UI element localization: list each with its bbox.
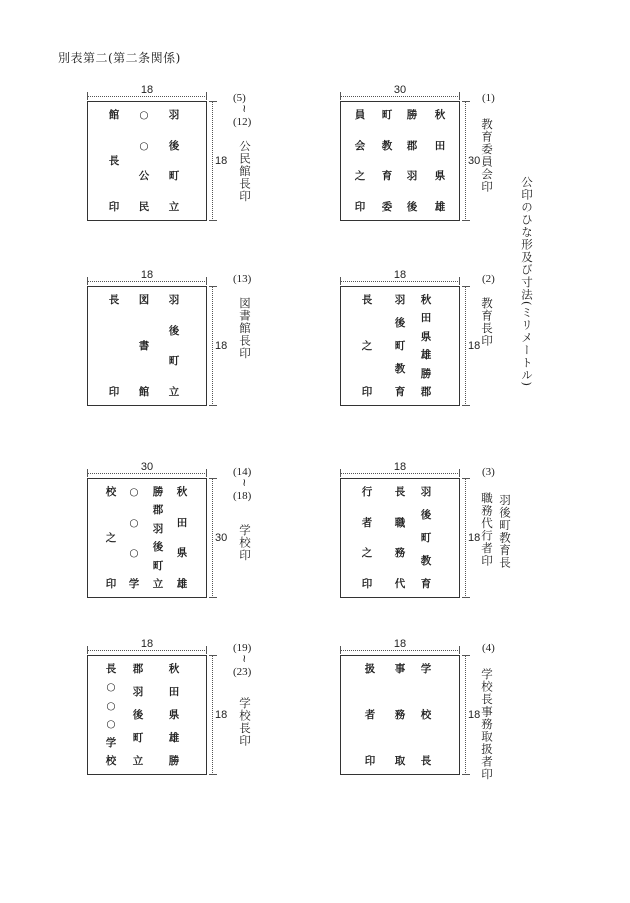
stamp-column — [164, 663, 184, 767]
stamp-character: 育 — [420, 578, 432, 590]
stamp-column — [350, 109, 370, 213]
stamp-character: 郡 — [420, 386, 432, 398]
stamp-character: 館 — [108, 109, 120, 121]
stamp-character: 羽 — [406, 170, 418, 183]
stamp-column — [416, 663, 436, 767]
stamp-character: 印 — [105, 578, 117, 590]
stamp-character: 印 — [354, 201, 366, 213]
stamp-number-end: (18) — [233, 490, 252, 502]
stamp-character: 印 — [361, 386, 373, 398]
stamp-character: 秋 — [420, 294, 432, 306]
stamp-character: 勝 — [152, 486, 164, 498]
stamp-character: 羽 — [394, 294, 406, 306]
stamp-name: 学校印 — [238, 524, 252, 562]
stamp-character: 事 — [394, 663, 406, 675]
stamp-character: 田 — [434, 139, 446, 152]
height-dimension — [465, 655, 481, 775]
stamp-column — [104, 294, 124, 398]
stamp-character: 立 — [152, 578, 164, 590]
stamp-column — [360, 663, 380, 767]
width-dimension — [87, 638, 207, 651]
stamp-character: 図 — [138, 294, 150, 306]
stamp-character: 後 — [420, 509, 432, 521]
stamp-number: (5) — [233, 92, 246, 104]
stamp-character: 之 — [361, 340, 373, 352]
stamp-character: 県 — [434, 170, 446, 183]
stamp-s13 — [87, 269, 228, 406]
width-label: 18 — [140, 638, 154, 650]
height-label: 30 — [468, 155, 481, 167]
stamp-name-line2: 職務代行者印 — [480, 492, 494, 567]
stamp-character: ○ — [106, 718, 116, 731]
stamp-column — [377, 109, 397, 213]
height-label: 18 — [215, 340, 228, 352]
stamp-number: (19) — [233, 642, 252, 654]
stamp-character: 町 — [381, 109, 393, 121]
stamp-name: 羽後町教育長 — [498, 494, 512, 569]
stamp-character: 会 — [354, 139, 366, 152]
stamp-name: 図書館長印 — [238, 297, 252, 360]
range-tilde: ~ — [238, 104, 251, 114]
stamp-name: 学校長印 — [238, 697, 252, 747]
stamp-character: 羽 — [152, 522, 164, 535]
stamp-character: 校 — [105, 486, 117, 498]
stamp-number: (1) — [482, 92, 495, 104]
stamp-character: 教 — [381, 139, 393, 152]
stamp-character: 之 — [354, 170, 366, 183]
width-dimension — [87, 84, 207, 97]
stamp-character: 教 — [394, 363, 406, 375]
stamp-character: 町 — [168, 355, 180, 368]
stamp-character: 後 — [406, 201, 418, 213]
stamp-character: 雄 — [168, 732, 180, 744]
stamp-character: 行 — [361, 486, 373, 498]
stamp-column — [416, 486, 436, 590]
stamp-column — [164, 294, 184, 398]
stamp-column — [430, 109, 450, 213]
stamp-number: (2) — [482, 273, 495, 285]
height-dimension — [212, 101, 228, 221]
stamp-character: 後 — [168, 139, 180, 152]
stamp-character: 勝 — [420, 367, 432, 380]
stamp-number: (14) — [233, 466, 252, 478]
stamp-character: 雄 — [176, 578, 188, 590]
height-dimension — [465, 286, 481, 406]
stamp-character: ○ — [129, 486, 139, 498]
stamp-character: ○ — [106, 699, 116, 712]
stamp-character: 員 — [354, 109, 366, 121]
stamp-character: 勝 — [168, 755, 180, 767]
stamp-character: 者 — [361, 516, 373, 529]
stamp-character: 印 — [364, 755, 376, 767]
stamp-character: 職 — [394, 516, 406, 529]
stamp-character: 印 — [361, 578, 373, 590]
stamp-character: 勝 — [406, 109, 418, 121]
width-label: 30 — [140, 461, 154, 473]
stamp-character: 長 — [105, 663, 117, 675]
stamp-character: 郡 — [406, 139, 418, 152]
width-dimension — [340, 638, 460, 651]
stamp-character: 雄 — [434, 201, 446, 213]
stamp-character: 書 — [138, 340, 150, 352]
stamp-name: 学校長事務取扱者印 — [480, 668, 494, 781]
height-dimension — [465, 101, 481, 221]
stamp-character: 秋 — [176, 486, 188, 498]
width-dimension — [87, 269, 207, 282]
stamp-s4 — [340, 638, 481, 775]
stamp-column — [357, 294, 377, 398]
stamp-character: 委 — [381, 201, 393, 213]
height-dimension — [212, 655, 228, 775]
height-label: 18 — [468, 709, 481, 721]
width-dimension — [87, 461, 207, 474]
width-label: 30 — [393, 84, 407, 96]
stamp-character: 印 — [108, 201, 120, 213]
height-dimension — [465, 478, 481, 598]
stamp-character: ○ — [129, 516, 139, 529]
stamp-character: 長 — [108, 294, 120, 306]
stamp-column — [124, 486, 144, 590]
stamp-character: 田 — [176, 516, 188, 529]
stamp-character: 郡 — [152, 504, 164, 517]
stamp-character: 長 — [108, 155, 120, 167]
stamp-column — [128, 663, 148, 767]
height-label: 18 — [215, 155, 228, 167]
stamp-character: 学 — [105, 736, 117, 749]
stamp-character: 校 — [420, 709, 432, 721]
stamp-character: 後 — [152, 541, 164, 554]
stamp-character: 館 — [138, 386, 150, 398]
stamp-character: 羽 — [168, 109, 180, 121]
stamp-character: 長 — [394, 486, 406, 498]
stamp-character: 公 — [138, 170, 150, 183]
stamp-character: 県 — [168, 709, 180, 721]
stamp-s2 — [340, 269, 481, 406]
stamp-character: 之 — [105, 532, 117, 544]
stamp-character: 育 — [381, 170, 393, 183]
width-label: 18 — [393, 461, 407, 473]
stamp-number-end: (12) — [233, 116, 252, 128]
stamp-character: 町 — [132, 732, 144, 744]
stamp-character: 民 — [138, 201, 150, 213]
stamp-character: 代 — [394, 578, 406, 590]
stamp-number-end: (23) — [233, 666, 252, 678]
height-dimension — [212, 478, 228, 598]
stamp-character: 後 — [394, 317, 406, 329]
height-label: 18 — [468, 532, 481, 544]
stamp-character: 者 — [364, 709, 376, 721]
stamp-s3 — [340, 461, 481, 598]
stamp-character: 立 — [168, 201, 180, 213]
width-dimension — [340, 461, 460, 474]
width-dimension — [340, 84, 460, 97]
stamp-character: 羽 — [168, 294, 180, 306]
stamp-character: 育 — [394, 386, 406, 398]
stamp-column — [101, 663, 121, 767]
stamp-character: 後 — [132, 709, 144, 721]
stamp-character: 町 — [420, 532, 432, 544]
width-label: 18 — [140, 84, 154, 96]
stamp-character: 印 — [108, 386, 120, 398]
width-dimension — [340, 269, 460, 282]
stamp-character: 之 — [361, 547, 373, 560]
stamp-character: 田 — [168, 686, 180, 698]
stamp-character: 長 — [361, 294, 373, 306]
width-label: 18 — [393, 269, 407, 281]
page-title: 別表第二(第二条関係) — [58, 51, 181, 65]
stamp-name: 公民館長印 — [238, 140, 252, 203]
range-tilde: ~ — [238, 654, 251, 664]
range-tilde: ~ — [238, 478, 251, 488]
stamp-character: 県 — [420, 330, 432, 343]
stamp-character: 学 — [128, 578, 140, 590]
stamp-column — [101, 486, 121, 590]
stamp-s14 — [87, 461, 228, 598]
stamp-column — [390, 663, 410, 767]
stamp-character: 秋 — [168, 663, 180, 675]
stamp-character: 秋 — [434, 109, 446, 121]
stamp-character: 雄 — [420, 349, 432, 362]
stamp-character: ○ — [139, 109, 149, 121]
stamp-name: 教育委員会印 — [480, 118, 494, 193]
stamp-character: 学 — [420, 663, 432, 675]
stamp-character: 校 — [105, 755, 117, 767]
stamp-character: 教 — [420, 555, 432, 567]
stamp-character: 後 — [168, 324, 180, 337]
stamp-character: 町 — [168, 170, 180, 183]
stamp-column — [416, 294, 436, 398]
stamp-number: (3) — [482, 466, 495, 478]
height-label: 30 — [215, 532, 228, 544]
stamp-character: 務 — [394, 709, 406, 721]
stamp-character: 長 — [420, 755, 432, 767]
stamp-name: 教育長印 — [480, 297, 494, 347]
stamp-character: 県 — [176, 547, 188, 560]
stamp-s1 — [340, 84, 481, 221]
height-label: 18 — [468, 340, 481, 352]
stamp-column — [134, 294, 154, 398]
stamp-column — [104, 109, 124, 213]
stamp-column — [402, 109, 422, 213]
stamp-s19 — [87, 638, 228, 775]
height-label: 18 — [215, 709, 228, 721]
stamp-column — [390, 294, 410, 398]
stamp-column — [390, 486, 410, 590]
width-label: 18 — [393, 638, 407, 650]
stamp-number: (13) — [233, 273, 252, 285]
side-title: 公印のひな形及び寸法(ミリメートル) — [520, 176, 534, 387]
stamp-character: 郡 — [132, 663, 144, 675]
stamp-character: 取 — [394, 755, 406, 767]
stamp-column — [164, 109, 184, 213]
stamp-character: 立 — [132, 755, 144, 767]
stamp-character: 町 — [152, 559, 164, 572]
height-dimension — [212, 286, 228, 406]
stamp-character: 務 — [394, 547, 406, 560]
stamp-character: 羽 — [420, 486, 432, 498]
stamp-character: 羽 — [132, 686, 144, 698]
stamp-character: ○ — [106, 681, 116, 694]
stamp-column — [148, 486, 168, 590]
stamp-character: 田 — [420, 312, 432, 325]
stamp-character: 扱 — [364, 663, 376, 675]
stamp-column — [134, 109, 154, 213]
stamp-s5 — [87, 84, 228, 221]
stamp-character: 町 — [394, 340, 406, 352]
stamp-number: (4) — [482, 642, 495, 654]
stamp-character: 立 — [168, 386, 180, 398]
stamp-character: ○ — [129, 547, 139, 560]
stamp-column — [357, 486, 377, 590]
stamp-character: ○ — [139, 139, 149, 152]
width-label: 18 — [140, 269, 154, 281]
stamp-column — [172, 486, 192, 590]
